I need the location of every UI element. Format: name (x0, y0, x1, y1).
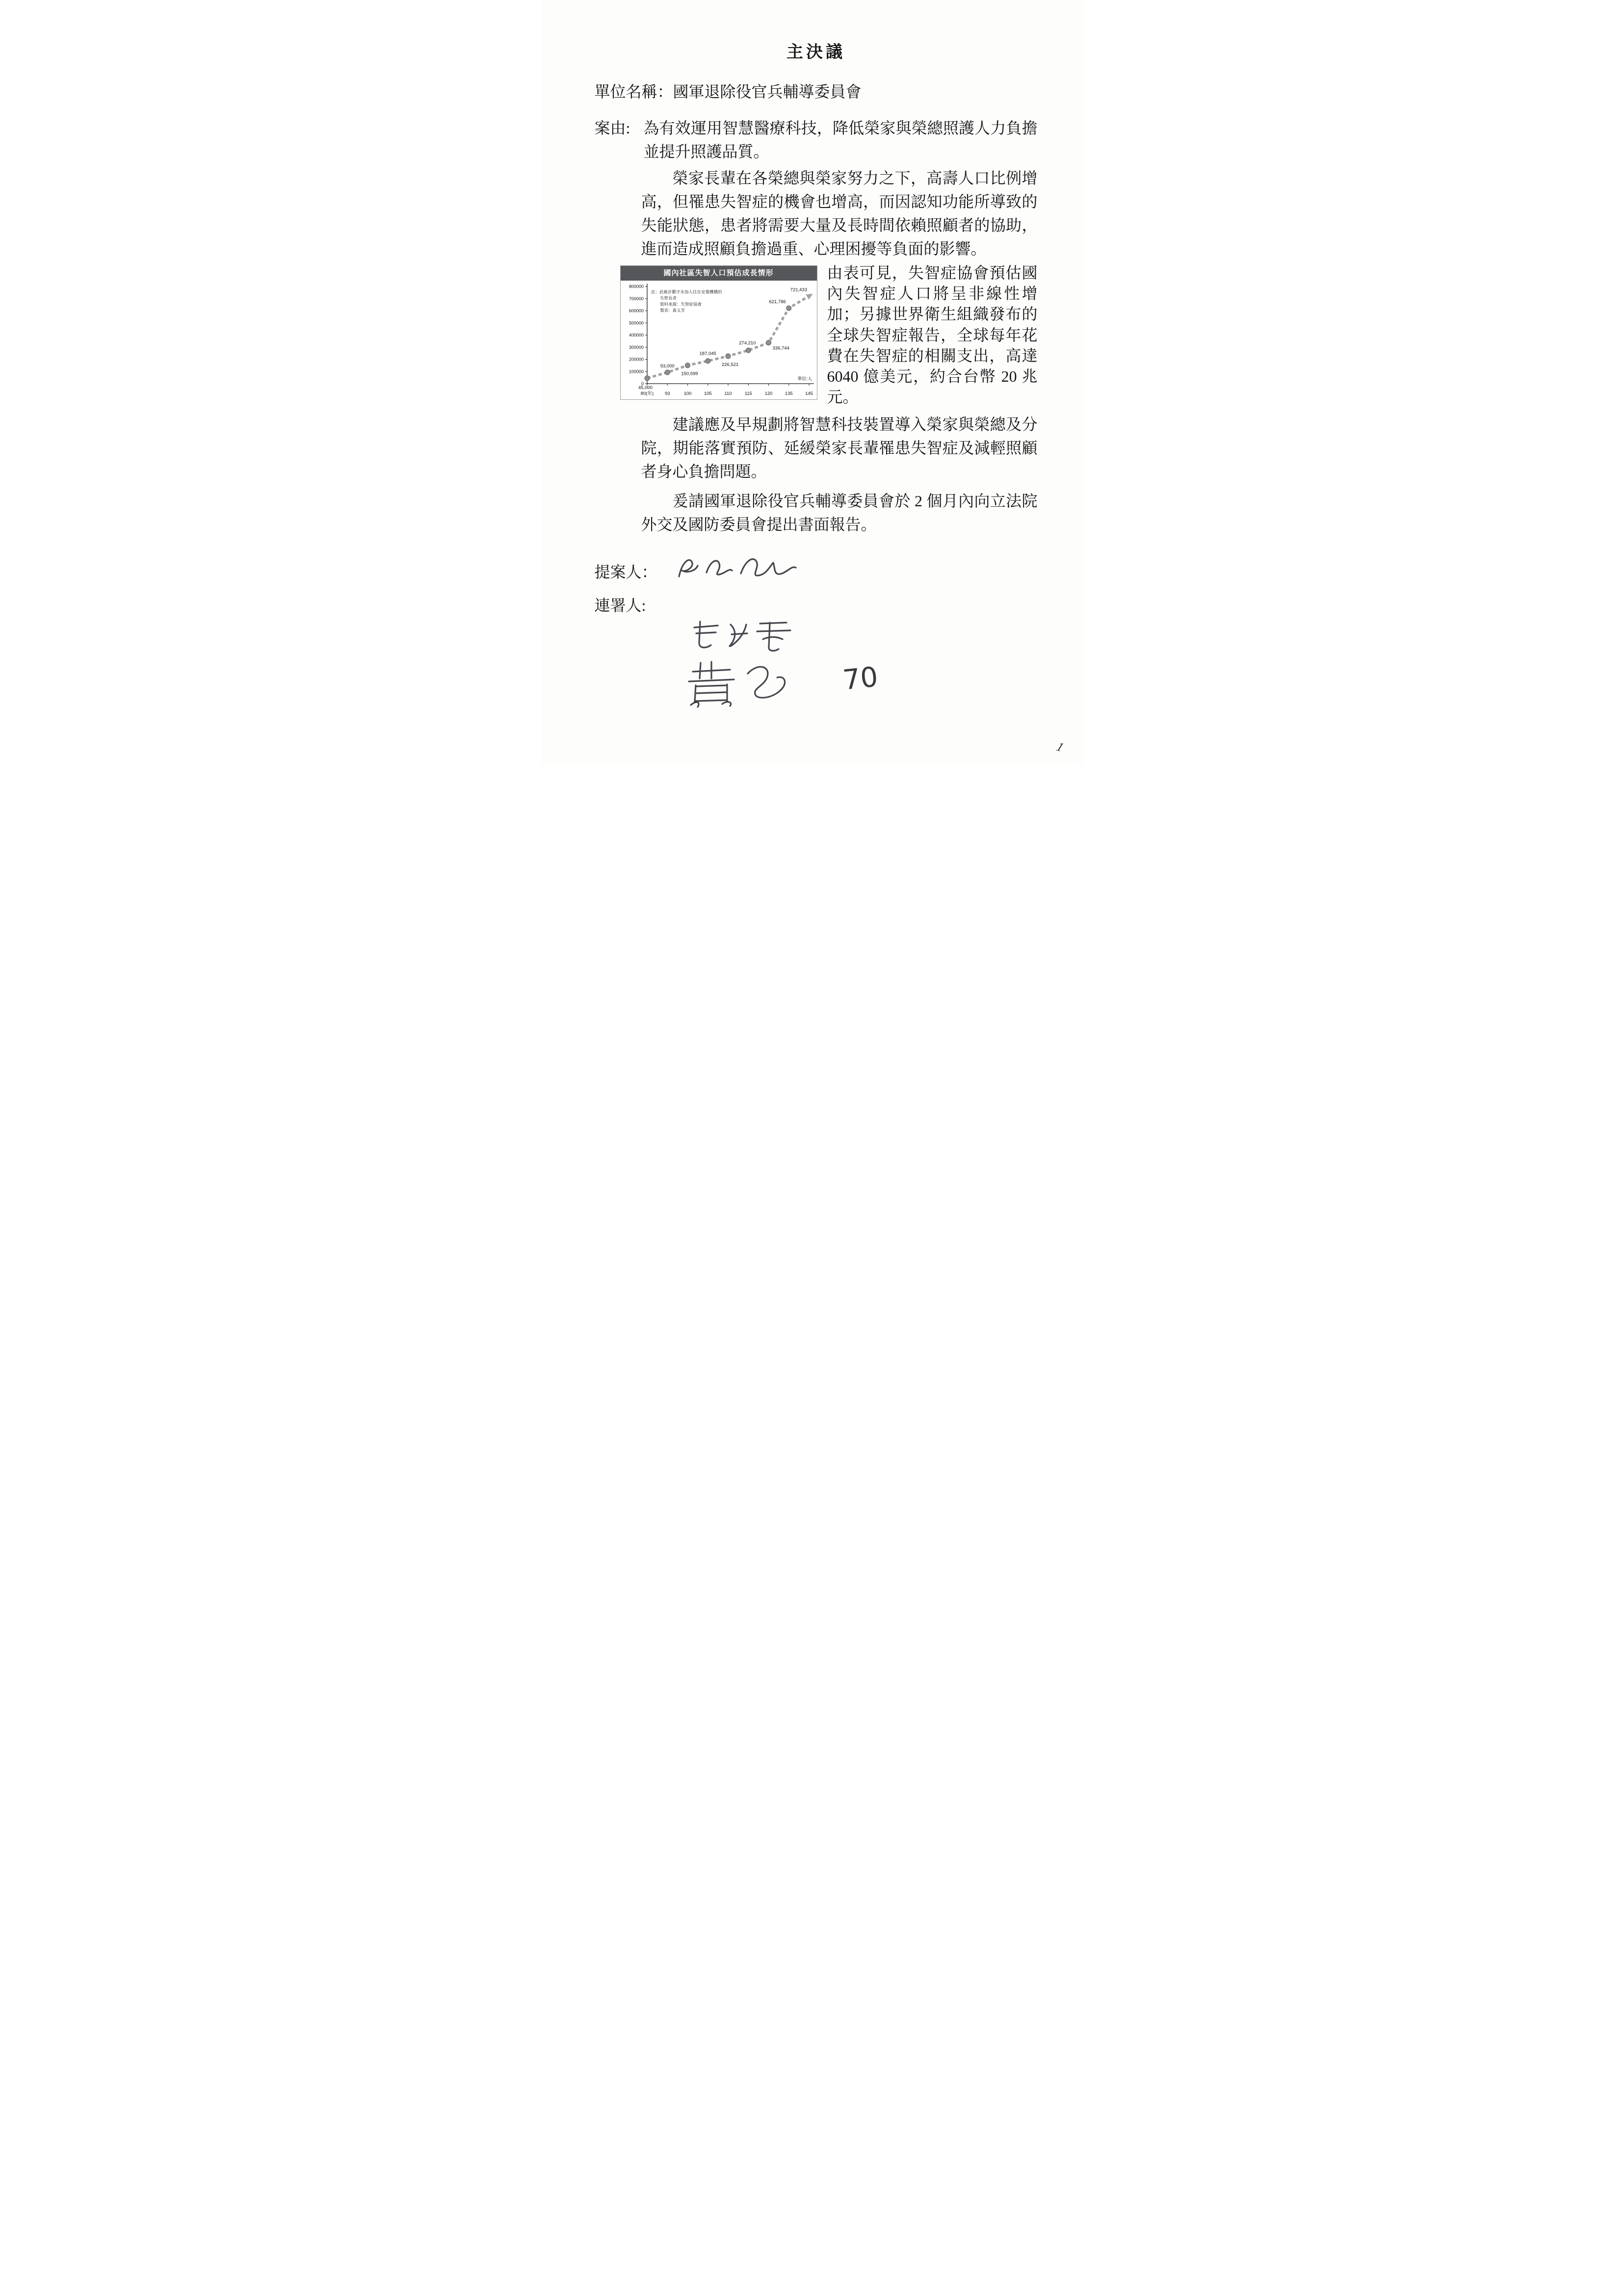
chart-section (620, 262, 1038, 408)
value-label: 93,000 (660, 364, 675, 369)
value-label: 45,000 (638, 385, 653, 391)
y-tick-label: 0 (641, 381, 644, 387)
handwritten-number: 70 (841, 661, 879, 697)
x-tick-label: 80(年) (640, 391, 654, 396)
unit-label: 單位:人 (797, 376, 812, 381)
data-point (726, 354, 731, 359)
data-point (786, 306, 791, 311)
chart-note-line: 資料來源：失智症協會 (659, 302, 702, 307)
chart-title: 國內社區失智人口預估成長情形 (621, 266, 817, 281)
y-tick-label: 800000 (629, 284, 644, 289)
x-tick-label: 135 (785, 391, 793, 396)
cosigner-signature-1 (685, 617, 803, 655)
chart-note-line: 註：此統計數字未加入住在安養機構的 (651, 289, 722, 294)
y-tick-label: 400000 (629, 333, 644, 338)
dementia-growth-chart (620, 265, 817, 400)
case-label: 案由: (594, 119, 630, 137)
proposer-signature (672, 551, 805, 586)
data-point (766, 340, 771, 345)
page-number: 1 (1054, 739, 1066, 755)
x-tick-label: 93 (664, 391, 670, 396)
unit-name-line: 單位名稱：國軍退除役官兵輔導委員會 (594, 83, 862, 101)
chart-note-line: 製表：黃玉芳 (659, 308, 685, 313)
data-point (746, 348, 751, 353)
data-point (645, 376, 650, 381)
chart-plot (621, 281, 817, 399)
value-label: 721,433 (790, 287, 807, 293)
y-tick-label: 600000 (629, 308, 644, 313)
x-tick-label: 110 (724, 391, 732, 396)
case-text: 為有效運用智慧醫療科技，降低榮家與榮總照護人力負擔並提升照護品質。 (643, 119, 1038, 160)
data-point (705, 359, 710, 364)
page-title: 主決議 (786, 43, 845, 61)
document-page (542, 0, 1083, 765)
x-tick-label: 120 (764, 391, 772, 396)
value-label: 621,786 (768, 299, 786, 305)
data-point (685, 363, 690, 368)
paragraph-background: 榮家長輩在各榮總與榮家努力之下，高壽人口比例增高，但罹患失智症的機會也增高，而因認知功能所導致的失能狀態，患者將需要大量及長時間依賴照顧者的協助，進而造成照顧負擔過重、心理困擾等負面的影響。 (641, 169, 1038, 258)
x-tick-label: 145 (805, 391, 813, 396)
signature-area (595, 556, 1038, 708)
trend-arrowhead (806, 294, 812, 300)
data-point (665, 370, 670, 375)
case-row (595, 116, 1038, 163)
y-tick-label: 500000 (629, 320, 644, 326)
y-tick-label: 200000 (629, 357, 644, 362)
cosigner-signature-2-row (679, 657, 1038, 708)
cosigner-label: 連署人: (594, 596, 646, 614)
x-tick-label: 115 (744, 391, 752, 396)
chart-note-line: 失智長者 (659, 295, 677, 301)
cosigner-row (595, 593, 1038, 616)
paragraph-recommendation: 建議應及早規劃將智慧科技裝置導入榮家與榮總及分院，期能落實預防、延緩榮家長輩罹患失智症及減輕照顧者身心負擔問題。 (641, 415, 1038, 480)
value-label: 226,521 (721, 362, 738, 367)
proposer-label: 提案人： (594, 563, 657, 581)
value-label: 150,599 (681, 371, 698, 377)
y-tick-label: 700000 (629, 296, 644, 301)
y-tick-label: 100000 (629, 369, 644, 374)
value-label: 336,744 (772, 345, 789, 351)
x-tick-label: 100 (683, 391, 691, 396)
paragraph-chart-discussion: 由表可見，失智症協會預估國內失智症人口將呈非線性增加；另據世界衛生組織發布的全球失智症報告，全球每年花費在失智症的相關支出，高達 6040 億美元，約合台幣 20 兆元。 (827, 264, 1038, 406)
x-tick-label: 105 (704, 391, 712, 396)
cosigner-signature-2 (679, 657, 826, 708)
value-label: 274,210 (738, 340, 756, 346)
proposer-row (595, 556, 1038, 586)
paragraph-request: 爰請國軍退除役官兵輔導委員會於 2 個月內向立法院外交及國防委員會提出書面報告。 (641, 492, 1038, 533)
y-tick-label: 300000 (629, 344, 644, 350)
value-label: 187,045 (699, 351, 716, 357)
